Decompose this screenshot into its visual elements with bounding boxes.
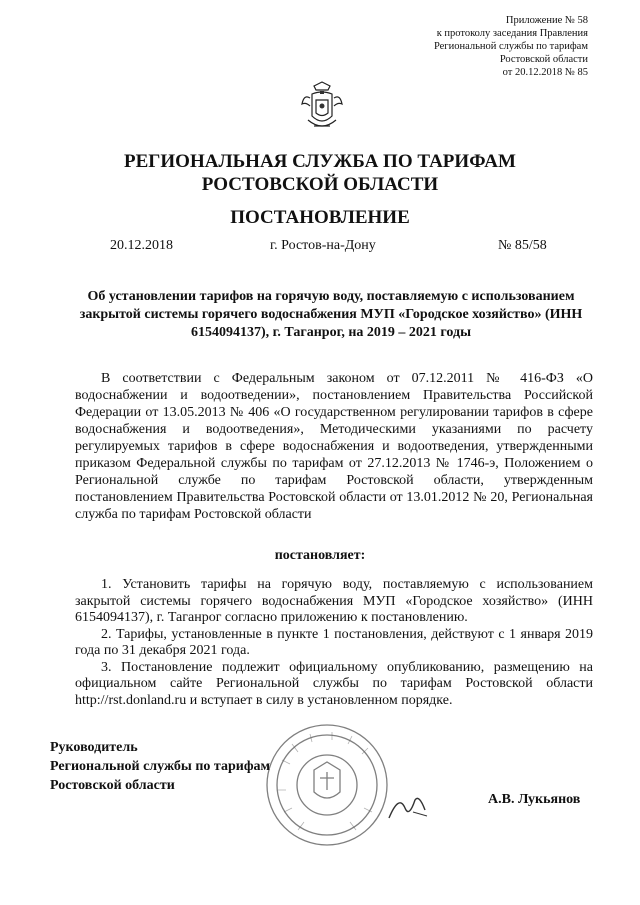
document-number: № 85/58 xyxy=(498,238,547,253)
appendix-line: Региональной службы по тарифам xyxy=(433,41,588,52)
appendix-note xyxy=(434,14,588,79)
document-subject: Об установлении тарифов на горячую воду, поставляемую с использованием закрытой системы горячего водоснабжения МУП «Городское хозяйство» (ИНН 6154094137), г. Таганрог, на 2019 – 2021 годы xyxy=(79,289,583,340)
resolution-items xyxy=(75,577,593,709)
agency-line: РЕГИОНАЛЬНАЯ СЛУЖБА ПО ТАРИФАМ xyxy=(124,151,516,172)
appendix-line: от 20.12.2018 № 85 xyxy=(502,67,588,78)
decree-word: постановляет: xyxy=(274,548,366,563)
preamble-text: В соответствии с Федеральным законом от 07.12.2011 № 416-ФЗ «О водоснабжении и водоотведении», постановлением Правительства Российской Федерации от 13.05.2013 № 406 «О государственном регулировании тарифов в сфере водоснабжения и водоотведения», Методическими указаниями по расчету регулируемых тарифов в сфере водоснабжения и водоотведения, утвержденными приказом Федеральной службы по тарифам от 27.12.2013 № 1746-э, Положением о Региональной службе по тарифам Ростовской области, утвержденным постановлением Правительства Ростовской области от 13.01.2012 № 20, Региональная служба по тарифам Ростовской области xyxy=(75,371,593,522)
appendix-line: Приложение № 58 xyxy=(505,15,588,26)
document-city: г. Ростов-на-Дону xyxy=(270,238,376,253)
preamble-paragraph xyxy=(75,370,593,523)
resolution-item: 3. Постановление подлежит официальному опубликованию, размещению на официальном сайте Региональной службы по тарифам Ростовской области http://rst.donland.ru и вступает в силу в установленном порядке. xyxy=(75,659,593,708)
appendix-line: к протоколу заседания Правления xyxy=(436,28,588,39)
agency-line: РОСТОВСКОЙ ОБЛАСТИ xyxy=(201,174,439,195)
signer-title-line: Руководитель xyxy=(50,740,138,755)
coat-of-arms-icon xyxy=(300,80,344,136)
signer-title-line: Ростовской области xyxy=(50,778,175,793)
signer-title-line: Региональной службы по тарифам xyxy=(50,759,271,774)
agency-name xyxy=(0,150,640,196)
signer-name: А.В. Лукьянов xyxy=(488,792,581,807)
resolution-item: 1. Установить тарифы на горячую воду, поставляемую с использованием закрытой системы горячего водоснабжения МУП «Городское хозяйство» (ИНН 6154094137), г. Таганрог согласно приложению к постановлению. xyxy=(75,577,593,625)
signer-title xyxy=(50,738,270,795)
handwritten-signature-icon xyxy=(385,790,430,825)
document-type: ПОСТАНОВЛЕНИЕ xyxy=(230,207,410,228)
document-date: 20.12.2018 xyxy=(110,238,173,253)
appendix-line: Ростовской области xyxy=(499,54,588,65)
resolution-item: 2. Тарифы, установленные в пункте 1 постановления, действуют с 1 января 2019 года по 31 декабря 2021 года. xyxy=(75,626,593,658)
official-seal-icon xyxy=(262,720,392,850)
